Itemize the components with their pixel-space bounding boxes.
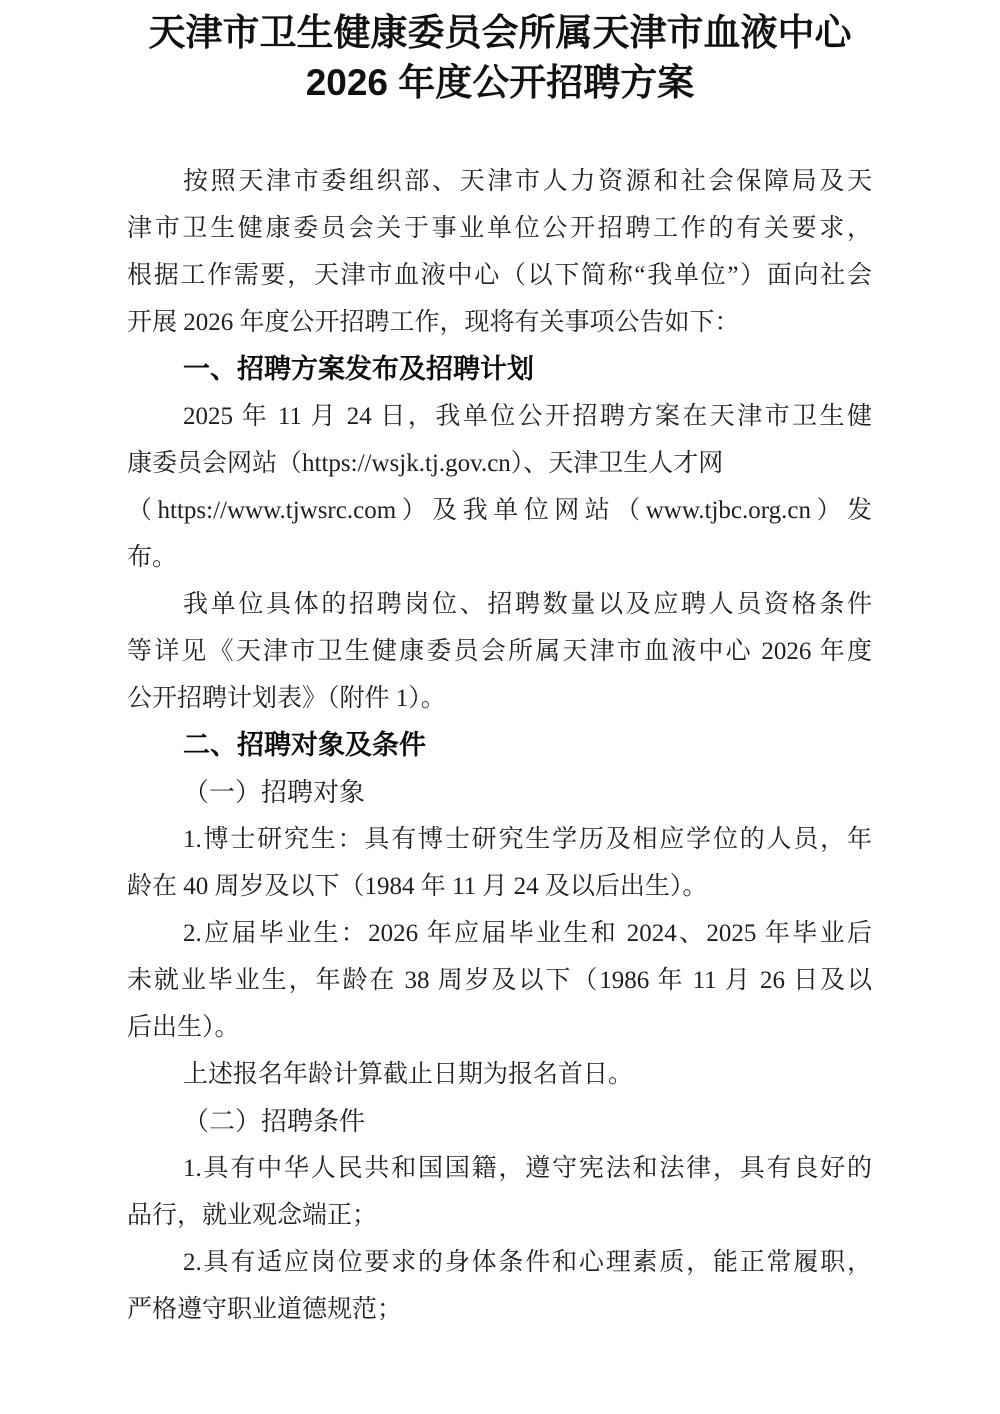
- text-line: 按照天津市委组织部、天津市人力资源和社会保障局及天: [183, 168, 872, 195]
- document-body: [127, 158, 872, 1333]
- text-line: 2025 年 11 月 24 日，我单位公开招聘方案在天津市卫生健: [183, 403, 872, 430]
- text-line: 1.博士研究生：具有博士研究生学历及相应学位的人员，年: [183, 826, 872, 853]
- text-line: 后出生）。: [127, 1014, 240, 1041]
- text-line: 等详见《天津市卫生健康委员会所属天津市血液中心 2026 年度: [127, 638, 872, 665]
- text-line: 开展 2026 年度公开招聘工作，现将有关事项公告如下：: [127, 309, 740, 336]
- text-line: 1.具有中华人民共和国国籍，遵守宪法和法律，具有良好的: [183, 1155, 872, 1182]
- text-line: 2.具有适应岗位要求的身体条件和心理素质，能正常履职，: [183, 1249, 872, 1276]
- text-line: 未就业毕业生，年龄在 38 周岁及以下（1986 年 11 月 26 日及以: [127, 967, 872, 994]
- text-line: 津市卫生健康委员会关于事业单位公开招聘工作的有关要求，: [127, 215, 872, 242]
- text-line: 我单位具体的招聘岗位、招聘数量以及应聘人员资格条件: [183, 591, 872, 618]
- text-line: 公开招聘计划表》（附件 1）。: [127, 685, 446, 712]
- text-line: 根据工作需要，天津市血液中心（以下简称“我单位”）面向社会: [127, 262, 872, 289]
- text-line-with-links: 康委员会网站（https://wsjk.tj.gov.cn）、天津卫生人才网: [127, 450, 724, 477]
- document-title: [0, 0, 1000, 108]
- text-line-with-links: （https://www.tjwsrc.com）及我单位网站（www.tjbc.org.cn）发: [127, 497, 872, 524]
- text-line: 布。: [127, 544, 178, 571]
- text-line: 品行，就业观念端正；: [127, 1202, 378, 1229]
- text-line: 2.应届毕业生：2026 年应届毕业生和 2024、2025 年毕业后: [183, 920, 872, 947]
- subsection-heading: （一）招聘对象: [183, 778, 366, 807]
- title-line-2: 2026 年度公开招聘方案: [305, 62, 695, 103]
- section-heading-1: 一、招聘方案发布及招聘计划: [183, 354, 534, 384]
- section-heading-2: 二、招聘对象及条件: [183, 730, 426, 760]
- text-line: 龄在 40 周岁及以下（1984 年 11 月 24 及以后出生）。: [127, 873, 708, 900]
- subsection-heading: （二）招聘条件: [183, 1107, 366, 1136]
- text-line: 上述报名年龄计算截止日期为报名首日。: [183, 1061, 634, 1088]
- title-line-1: 天津市卫生健康委员会所属天津市血液中心: [148, 12, 852, 53]
- text-line: 严格遵守职业道德规范；: [127, 1296, 403, 1323]
